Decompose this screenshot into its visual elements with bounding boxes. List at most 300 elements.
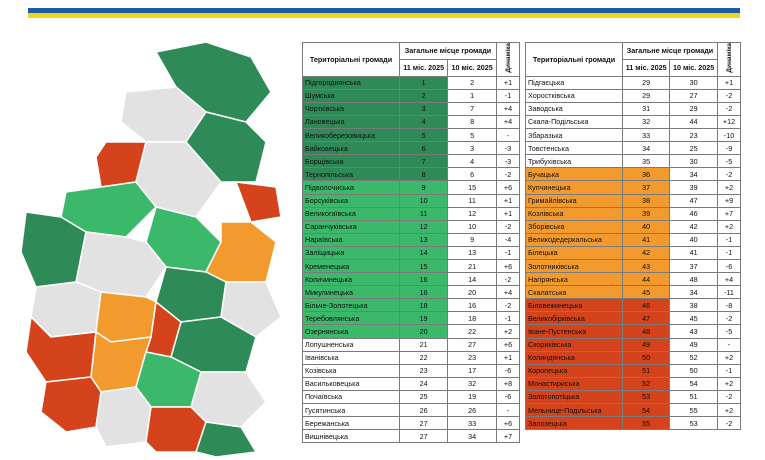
rank-10-months: 51	[670, 390, 718, 403]
rank-11-months: 38	[623, 194, 670, 207]
community-name: Колиндянська	[526, 351, 623, 364]
rank-11-months: 52	[623, 377, 670, 390]
table-row	[303, 312, 520, 325]
table-row	[526, 207, 741, 220]
community-name: Гримайлівська	[526, 194, 623, 207]
rank-10-months: 8	[448, 115, 497, 128]
community-name: Скалатська	[526, 286, 623, 299]
community-name: Козівська	[303, 364, 400, 377]
rank-10-months: 41	[670, 246, 718, 259]
table-row	[303, 89, 520, 102]
community-name: Біловежинецька	[526, 299, 623, 312]
rank-10-months: 39	[670, 181, 718, 194]
col-header-10: 10 міс. 2025	[448, 59, 497, 76]
rank-10-months: 50	[670, 364, 718, 377]
col-header-overall: Загальне місце громади	[623, 43, 718, 60]
rank-change: +1	[497, 76, 520, 89]
community-name: Саранчуківська	[303, 220, 400, 233]
rank-11-months: 34	[623, 142, 670, 155]
rank-change: -2	[718, 417, 741, 430]
rank-change: +4	[718, 273, 741, 286]
map-region	[41, 377, 101, 432]
rank-11-months: 47	[623, 312, 670, 325]
community-name: Васильковецька	[303, 377, 400, 390]
rank-11-months: 33	[623, 129, 670, 142]
community-name: Шумська	[303, 89, 400, 102]
community-name: Нараївська	[303, 233, 400, 246]
rank-change: -2	[718, 102, 741, 115]
rank-10-months: 4	[448, 155, 497, 168]
rank-10-months: 55	[670, 404, 718, 417]
rank-change: -11	[718, 286, 741, 299]
table-row	[526, 246, 741, 259]
table-row	[303, 181, 520, 194]
rank-10-months: 34	[670, 286, 718, 299]
region-map	[6, 32, 306, 458]
community-name: Бережанська	[303, 417, 400, 430]
rank-10-months: 22	[448, 325, 497, 338]
rank-10-months: 23	[670, 129, 718, 142]
rank-10-months: 16	[448, 299, 497, 312]
community-name: Трибухівська	[526, 155, 623, 168]
table-row	[526, 377, 741, 390]
rank-11-months: 14	[400, 246, 448, 259]
community-name: Козлівська	[526, 207, 623, 220]
rank-change: -5	[718, 325, 741, 338]
rank-11-months: 10	[400, 194, 448, 207]
rank-change: -	[497, 129, 520, 142]
community-name: Борсуківська	[303, 194, 400, 207]
rank-11-months: 18	[400, 299, 448, 312]
map-region	[146, 407, 206, 452]
rank-11-months: 15	[400, 259, 448, 272]
rank-change: -2	[497, 220, 520, 233]
rank-10-months: 18	[448, 312, 497, 325]
table-row	[303, 351, 520, 364]
rank-11-months: 49	[623, 338, 670, 351]
table-row	[303, 246, 520, 259]
ranking-rows-left	[303, 76, 520, 443]
rank-10-months: 30	[670, 155, 718, 168]
community-name: Мельнице-Подільська	[526, 404, 623, 417]
table-row	[303, 220, 520, 233]
community-name: Байковецька	[303, 142, 400, 155]
table-row	[526, 102, 741, 115]
rank-11-months: 39	[623, 207, 670, 220]
map-region	[96, 387, 151, 447]
rank-10-months: 11	[448, 194, 497, 207]
rank-10-months: 52	[670, 351, 718, 364]
rank-10-months: 40	[670, 233, 718, 246]
rank-change: -8	[718, 299, 741, 312]
rank-10-months: 34	[448, 430, 497, 443]
rank-11-months: 55	[623, 417, 670, 430]
rank-10-months: 1	[448, 89, 497, 102]
rank-11-months: 16	[400, 273, 448, 286]
community-name: Великоберезовицька	[303, 129, 400, 142]
col-header-overall: Загальне місце громади	[400, 43, 497, 60]
rank-11-months: 8	[400, 168, 448, 181]
rank-10-months: 21	[448, 259, 497, 272]
table-row	[303, 102, 520, 115]
rank-change: -1	[497, 89, 520, 102]
rank-10-months: 9	[448, 233, 497, 246]
rank-change: +6	[497, 259, 520, 272]
rank-change: -2	[718, 89, 741, 102]
table-row	[303, 142, 520, 155]
table-row	[303, 115, 520, 128]
table-row	[526, 142, 741, 155]
table-row	[526, 89, 741, 102]
community-name: Підгороднянська	[303, 76, 400, 89]
rank-11-months: 48	[623, 325, 670, 338]
table-row	[303, 76, 520, 89]
rank-10-months: 37	[670, 259, 718, 272]
table-row	[303, 430, 520, 443]
rank-change: -6	[497, 390, 520, 403]
table-row	[303, 404, 520, 417]
rank-change: +8	[497, 377, 520, 390]
community-name: Лопушненська	[303, 338, 400, 351]
rank-10-months: 32	[448, 377, 497, 390]
table-row	[526, 351, 741, 364]
community-name: Іване-Пустенська	[526, 325, 623, 338]
rank-10-months: 26	[448, 404, 497, 417]
rank-11-months: 46	[623, 299, 670, 312]
rank-11-months: 26	[400, 404, 448, 417]
rank-10-months: 48	[670, 273, 718, 286]
table-row	[526, 181, 741, 194]
rank-change: -1	[497, 246, 520, 259]
rank-change: +2	[718, 351, 741, 364]
map-region	[96, 292, 156, 342]
rank-11-months: 45	[623, 286, 670, 299]
rank-10-months: 5	[448, 129, 497, 142]
rank-10-months: 38	[670, 299, 718, 312]
rank-10-months: 34	[670, 168, 718, 181]
community-name: Золотопотіцька	[526, 390, 623, 403]
table-row	[303, 390, 520, 403]
rank-change: +9	[718, 194, 741, 207]
rank-11-months: 11	[400, 207, 448, 220]
community-name: Заводська	[526, 102, 623, 115]
community-name: Заліщицька	[303, 246, 400, 259]
table-row	[303, 168, 520, 181]
community-name: Хоростківська	[526, 89, 623, 102]
rank-11-months: 20	[400, 325, 448, 338]
rank-10-months: 46	[670, 207, 718, 220]
rank-10-months: 20	[448, 286, 497, 299]
rank-11-months: 36	[623, 168, 670, 181]
community-name: Микулинецька	[303, 286, 400, 299]
map-region	[196, 422, 256, 457]
table-row	[303, 417, 520, 430]
community-name: Товстенська	[526, 142, 623, 155]
table-row	[526, 417, 741, 430]
col-header-dynamics: Динаміка	[497, 43, 520, 77]
table-row	[526, 168, 741, 181]
rank-10-months: 17	[448, 364, 497, 377]
rank-11-months: 50	[623, 351, 670, 364]
rank-10-months: 49	[670, 338, 718, 351]
rank-change: +6	[497, 338, 520, 351]
rank-11-months: 40	[623, 220, 670, 233]
community-name: Білецька	[526, 246, 623, 259]
community-name: Копичинецька	[303, 273, 400, 286]
rank-change: +2	[718, 377, 741, 390]
rank-change: +12	[718, 115, 741, 128]
rank-change: -9	[718, 142, 741, 155]
table-row	[303, 325, 520, 338]
table-row	[303, 129, 520, 142]
rank-change: +1	[497, 207, 520, 220]
community-name: Збаразька	[526, 129, 623, 142]
ranking-table-left	[302, 42, 520, 443]
rank-change: -10	[718, 129, 741, 142]
rank-change: -2	[497, 299, 520, 312]
rank-change: -	[718, 338, 741, 351]
rank-10-months: 2	[448, 76, 497, 89]
rank-change: +2	[718, 404, 741, 417]
rank-10-months: 27	[670, 89, 718, 102]
rank-10-months: 13	[448, 246, 497, 259]
table-row	[526, 115, 741, 128]
rank-change: +1	[497, 351, 520, 364]
rank-10-months: 43	[670, 325, 718, 338]
community-name: Великогаївська	[303, 207, 400, 220]
rank-10-months: 6	[448, 168, 497, 181]
rank-10-months: 54	[670, 377, 718, 390]
rank-change: +6	[497, 417, 520, 430]
rank-11-months: 29	[623, 89, 670, 102]
rank-change: -6	[718, 259, 741, 272]
rank-change: -1	[497, 312, 520, 325]
header-stripe	[28, 8, 740, 18]
rank-11-months: 42	[623, 246, 670, 259]
table-row	[526, 364, 741, 377]
community-name: Скала-Подільська	[526, 115, 623, 128]
rank-11-months: 4	[400, 115, 448, 128]
rank-change: -5	[718, 155, 741, 168]
community-name: Борщівська	[303, 155, 400, 168]
community-name: Лановецька	[303, 115, 400, 128]
rank-change: -4	[497, 233, 520, 246]
rank-11-months: 9	[400, 181, 448, 194]
table-row	[303, 233, 520, 246]
rank-change: -2	[718, 390, 741, 403]
rank-change: +7	[718, 207, 741, 220]
rank-change: +4	[497, 102, 520, 115]
rank-change: -3	[497, 142, 520, 155]
col-header-11: 11 міс. 2025	[400, 59, 448, 76]
col-header-11: 11 міс. 2025	[623, 59, 670, 76]
rank-change: +2	[497, 325, 520, 338]
table-row	[526, 194, 741, 207]
rank-11-months: 43	[623, 259, 670, 272]
rank-11-months: 21	[400, 338, 448, 351]
community-name: Скориківська	[526, 338, 623, 351]
table-row	[526, 129, 741, 142]
rank-11-months: 12	[400, 220, 448, 233]
rank-10-months: 15	[448, 181, 497, 194]
rank-11-months: 5	[400, 129, 448, 142]
rank-10-months: 30	[670, 76, 718, 89]
ranking-rows-right	[526, 76, 741, 430]
community-name: Золотниківська	[526, 259, 623, 272]
rank-11-months: 41	[623, 233, 670, 246]
table-row	[303, 207, 520, 220]
rank-11-months: 27	[400, 417, 448, 430]
table-row	[303, 155, 520, 168]
rank-change: +1	[497, 194, 520, 207]
community-name: Озернянська	[303, 325, 400, 338]
rank-11-months: 22	[400, 351, 448, 364]
rank-10-months: 25	[670, 142, 718, 155]
table-row	[526, 390, 741, 403]
rank-change: +4	[497, 115, 520, 128]
rank-11-months: 13	[400, 233, 448, 246]
rank-change: -2	[718, 312, 741, 325]
community-name: Купчинецька	[526, 181, 623, 194]
table-row	[303, 364, 520, 377]
map-region	[206, 222, 276, 282]
header-stripe-yellow	[28, 13, 740, 18]
rank-10-months: 45	[670, 312, 718, 325]
rank-11-months: 53	[623, 390, 670, 403]
rank-change: +4	[497, 286, 520, 299]
table-row	[526, 259, 741, 272]
rank-change: -	[497, 404, 520, 417]
table-row	[526, 299, 741, 312]
ranking-table-right	[525, 42, 741, 430]
table-row	[526, 286, 741, 299]
rank-10-months: 53	[670, 417, 718, 430]
rank-11-months: 29	[623, 76, 670, 89]
rank-11-months: 35	[623, 155, 670, 168]
rank-11-months: 2	[400, 89, 448, 102]
rank-10-months: 12	[448, 207, 497, 220]
table-row	[526, 404, 741, 417]
rank-11-months: 23	[400, 364, 448, 377]
table-row	[526, 76, 741, 89]
rank-change: -2	[718, 168, 741, 181]
rank-change: +1	[718, 76, 741, 89]
table-row	[526, 338, 741, 351]
community-name: Кременецька	[303, 259, 400, 272]
community-name: Залозецька	[526, 417, 623, 430]
rank-11-months: 31	[623, 102, 670, 115]
community-name: Бучацька	[526, 168, 623, 181]
community-name: Великобірківська	[526, 312, 623, 325]
rank-change: -1	[718, 233, 741, 246]
table-row	[526, 155, 741, 168]
col-header-10: 10 міс. 2025	[670, 59, 718, 76]
community-name: Підволочиська	[303, 181, 400, 194]
rank-11-months: 24	[400, 377, 448, 390]
rank-10-months: 44	[670, 115, 718, 128]
table-row	[303, 273, 520, 286]
rank-10-months: 29	[670, 102, 718, 115]
rank-10-months: 33	[448, 417, 497, 430]
table-row	[526, 273, 741, 286]
community-name: Іванівська	[303, 351, 400, 364]
rank-10-months: 47	[670, 194, 718, 207]
col-header-dynamics: Динаміка	[718, 43, 741, 77]
table-row	[303, 259, 520, 272]
community-name: Гусятинська	[303, 404, 400, 417]
rank-change: -6	[497, 364, 520, 377]
rank-11-months: 27	[400, 430, 448, 443]
rank-change: +6	[497, 181, 520, 194]
rank-11-months: 19	[400, 312, 448, 325]
community-name: Підгаєцька	[526, 76, 623, 89]
rank-change: +2	[718, 220, 741, 233]
community-name: Тернопільська	[303, 168, 400, 181]
community-name: Монастириська	[526, 377, 623, 390]
rank-10-months: 3	[448, 142, 497, 155]
table-row	[303, 377, 520, 390]
community-name: Більче-Золотецька	[303, 299, 400, 312]
table-row	[526, 233, 741, 246]
rank-11-months: 32	[623, 115, 670, 128]
rank-change: -3	[497, 155, 520, 168]
rank-10-months: 14	[448, 273, 497, 286]
table-row	[526, 325, 741, 338]
community-name: Почаївська	[303, 390, 400, 403]
col-header-name: Територіальні громади	[526, 43, 623, 77]
table-row	[303, 286, 520, 299]
rank-11-months: 6	[400, 142, 448, 155]
community-name: Теребовлянська	[303, 312, 400, 325]
table-row	[526, 220, 741, 233]
table-row	[303, 299, 520, 312]
rank-change: +7	[497, 430, 520, 443]
rank-11-months: 25	[400, 390, 448, 403]
table-row	[303, 338, 520, 351]
map-regions	[21, 42, 281, 457]
rank-11-months: 37	[623, 181, 670, 194]
rank-11-months: 7	[400, 155, 448, 168]
rank-10-months: 19	[448, 390, 497, 403]
rank-change: +2	[718, 181, 741, 194]
rank-10-months: 7	[448, 102, 497, 115]
map-region	[236, 182, 281, 222]
community-name: Нагірянська	[526, 273, 623, 286]
rank-10-months: 23	[448, 351, 497, 364]
rank-change: -1	[718, 364, 741, 377]
rank-10-months: 27	[448, 338, 497, 351]
rank-change: -2	[497, 273, 520, 286]
rank-change: -2	[497, 168, 520, 181]
col-header-name: Територіальні громади	[303, 43, 400, 77]
community-name: Коропецька	[526, 364, 623, 377]
table-row	[526, 312, 741, 325]
table-row	[303, 194, 520, 207]
community-name: Вишнівецька	[303, 430, 400, 443]
rank-11-months: 16	[400, 286, 448, 299]
rank-11-months: 54	[623, 404, 670, 417]
rank-10-months: 42	[670, 220, 718, 233]
community-name: Великодедеркальська	[526, 233, 623, 246]
rank-10-months: 10	[448, 220, 497, 233]
rank-11-months: 51	[623, 364, 670, 377]
rank-11-months: 3	[400, 102, 448, 115]
community-name: Чортківська	[303, 102, 400, 115]
rank-11-months: 44	[623, 273, 670, 286]
community-name: Зборівська	[526, 220, 623, 233]
rank-change: -1	[718, 246, 741, 259]
rank-11-months: 1	[400, 76, 448, 89]
